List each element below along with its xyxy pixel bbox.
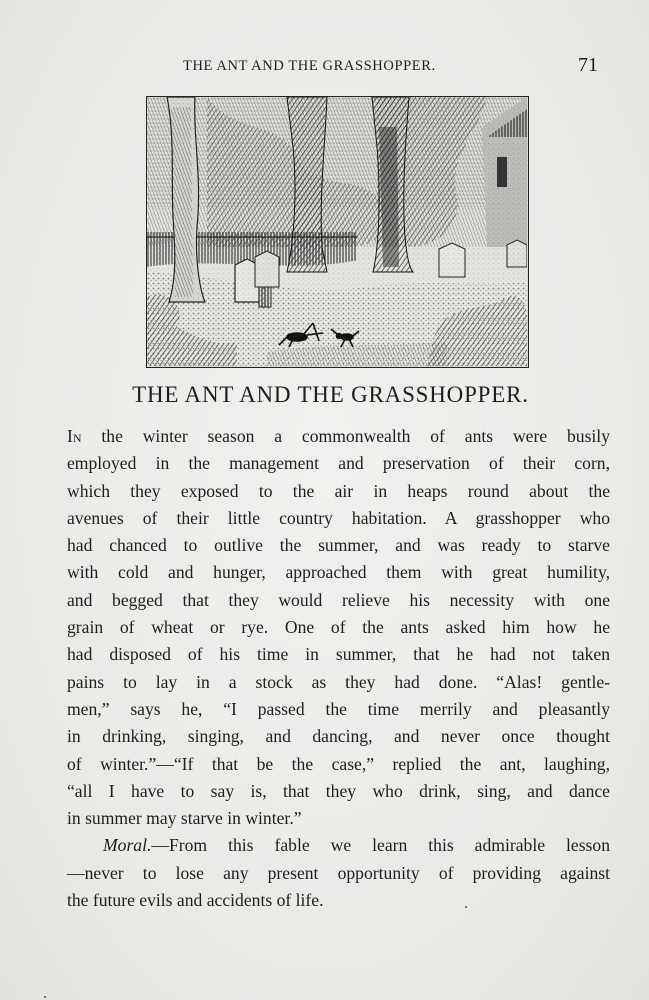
paragraph-1-line: had chanced to outlive the summer, and was ready to starve [67, 535, 610, 556]
paragraph-2-line: the future evils and accidents of life. [67, 890, 324, 911]
paragraph-1-line: which they exposed to the air in heaps round about the [67, 480, 610, 501]
story-body [67, 423, 610, 914]
paragraph-1-line: and begged that they would relieve his necessity with one [67, 589, 610, 610]
paragraph-1-line [67, 423, 610, 450]
paragraph-1-line: grain of wheat or rye. One of the ants asked him how he [67, 617, 610, 638]
moral-line-text: —From this fable we learn this admirable lesson [151, 835, 610, 856]
paragraph-1-line: men,” says he, “I passed the time merrily and pleasantly [67, 698, 610, 719]
drop-first-word: In [67, 426, 82, 446]
paragraph-1-line: with cold and hunger, approached them with great humility, [67, 562, 610, 583]
story-title: THE ANT AND THE GRASSHOPPER. [132, 382, 529, 407]
woodcut-illustration [146, 96, 529, 368]
paragraph-1-line: in drinking, singing, and dancing, and never once thought [67, 726, 610, 747]
paragraph-1-line: pains to lay in a stock as they had done. “Alas! gentle- [67, 671, 610, 692]
paragraph-1-line: in summer may starve in winter.” [67, 808, 302, 829]
paragraph-1-line: had disposed of his time in summer, that he had not taken [67, 644, 610, 665]
running-head [0, 54, 649, 78]
woodcut-ants-grasshopper-illustration [147, 97, 527, 366]
paper-speck [44, 996, 46, 998]
paragraph-1-line: of winter.”—“If that be the case,” replied the ant, laughing, [67, 753, 610, 774]
paragraph-1-line: employed in the management and preservation of their corn, [67, 453, 610, 474]
moral-label: Moral. [103, 835, 152, 856]
running-title: THE ANT AND THE GRASSHOPPER. [183, 58, 436, 74]
first-line-text: the winter season a commonwealth of ants were busily [81, 426, 610, 446]
paragraph-2-line: —never to lose any present opportunity of providing against [67, 862, 610, 883]
paragraph-1-line: avenues of their little country habitation. A grasshopper who [67, 507, 610, 528]
paragraph-1-line: “all I have to say is, that they who drink, sing, and dance [67, 780, 610, 801]
paragraph-2-line [67, 832, 610, 859]
page-number: 71 [578, 54, 598, 76]
paper-speck [465, 906, 467, 908]
